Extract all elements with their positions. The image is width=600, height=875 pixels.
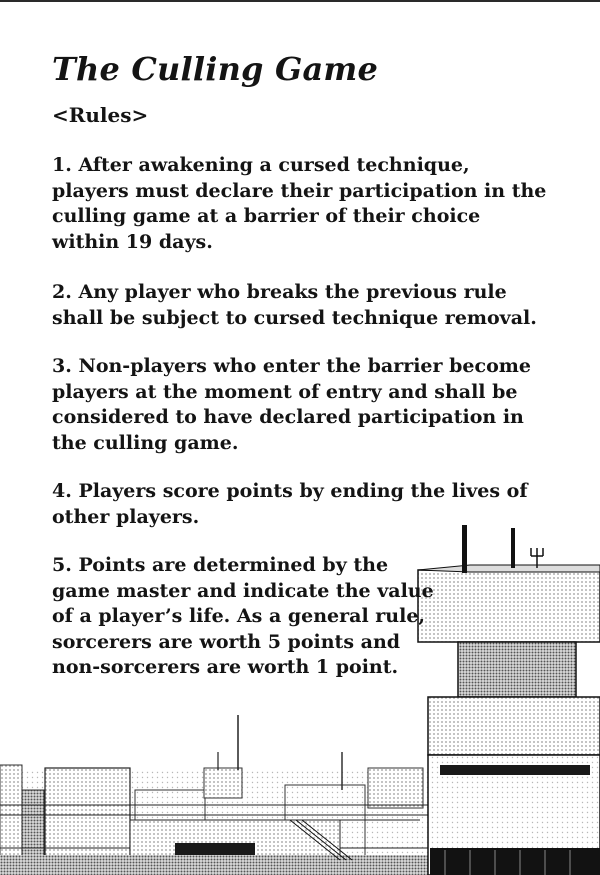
page-title: The Culling Game: [52, 50, 379, 88]
rule-item: 4. Players score points by ending the lives of other players.: [52, 480, 528, 528]
rule-item: 2. Any player who breaks the previous rule shall be subject to cursed technique removal.: [52, 281, 537, 329]
rule-item: 1. After awakening a cursed technique, players must declare their participation in the culling game at a barrier of their choice within 19 days.: [52, 154, 547, 253]
rule-item: 3. Non-players who enter the barrier become players at the moment of entry and shall be considered to have declared participation in the culling game.: [52, 355, 531, 454]
rules-heading: <Rules>: [52, 103, 149, 127]
rule-item: 5. Points are determined by the game master and indicate the value of a player’s life. As a general rule, sorcerers are worth 5 points and non-sorcerers are worth 1 point.: [52, 554, 434, 678]
